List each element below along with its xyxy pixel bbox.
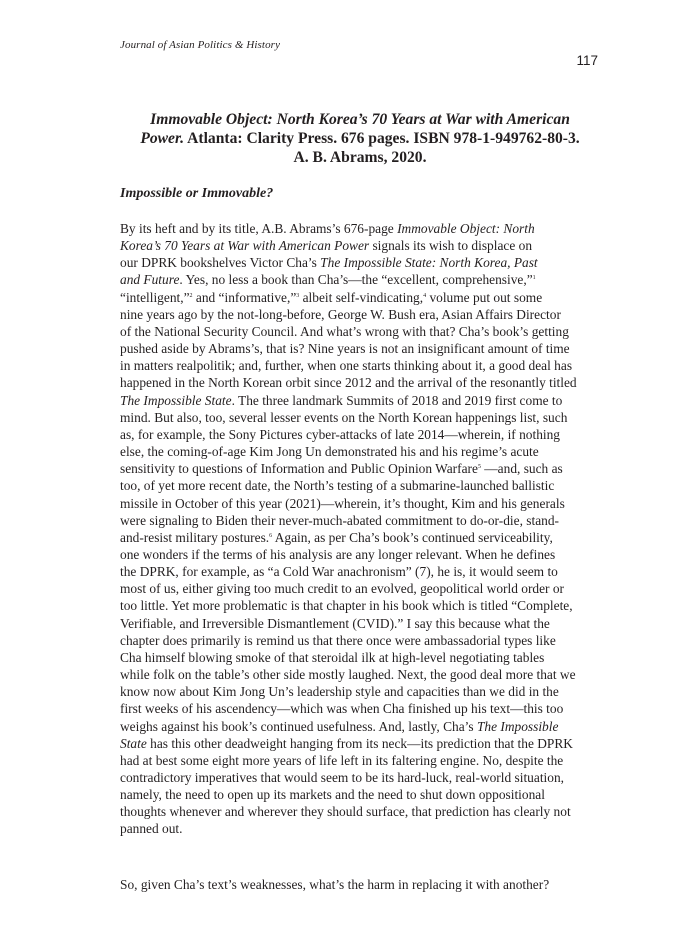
footnote-ref: 5	[477, 464, 481, 471]
journal-name: Journal of Asian Politics & History	[120, 39, 281, 51]
title-line-2: Power. Atlanta: Clarity Press. 676 pages. ISBN 978-1-949762-80-3.	[140, 130, 580, 147]
footnote-ref: 4	[423, 292, 427, 299]
page-number: 117	[576, 53, 598, 68]
body-paragraph-2: So, given Cha’s text’s weaknesses, what’s the harm in replacing it with another?	[120, 877, 550, 892]
footnote-ref: 1	[532, 275, 536, 282]
footnote-ref: 3	[296, 292, 300, 299]
section-heading: Impossible or Immovable?	[120, 186, 274, 201]
footnote-ref: 2	[189, 292, 193, 299]
title-line-1: Immovable Object: North Korea’s 70 Years at War with American	[150, 111, 570, 128]
title-line-3: A. B. Abrams, 2020.	[293, 149, 427, 166]
body-paragraph-1: By its heft and by its title, A.B. Abrams’s 676-page Immovable Object: North Korea’s 70 Years at War with American Power signals its wish to displace on our DPRK bookshelves Victor Cha’s The Impossible State: North Korea, Past and Future. Yes, no less a book than Cha’s—the “excellent, comprehensive,”$^1$ “intelligent,”$^2$ and “informative,”$^3$ albeit self-vindicating,$^4$ volume put out some nine years ago by the not-long-before, George W. Bush era, Asian Affairs Director of the National Security Council. And what’s wrong with that? Cha’s book’s getting pushed aside by Abrams’s, that is? Nine years is not an insignificant amount of time in matters realpolitik; and, further, when one starts thinking about it, a good deal has happened in the North Korean orbit since 2012 and the arrival of the resonantly titled The Impossible State. The three landmark Summits of 2018 and 2019 first come to mind. But also, too, several lesser events on the North Korean happenings list, such as, for example, the Sony Pictures cyber-attacks of late 2014—wherein, if nothing else, the coming-of-age Kim Jong Un demonstrated his and his regime’s acute sensitivity to questions of Information and Public Opinion Warfare$^5$ —and, such as too, of yet more recent date, the North’s testing of a submarine-launched ballistic missile in October of this year (2021)—wherein, it’s thought, Kim and his generals were signaling to Biden their never-much-abated commitment to do-or-die, stand- and-resist military postures.$^6$ Again, as per Cha’s book’s continued serviceability, one wonders if the terms of his analysis are any longer relevant. When he defines the DPRK, for example, as “a Cold War anachronism” (7), he is, it would seem to most of us, either giving too much credit to an evolved, geopolitical world order or too little. Yet more problematic is that chapter in his book which is titled “Complete, Verifiable, and Irreversible Dismantlement (CVID).” I say this because what the chapter does primarily is remind us that there once were ambassadorial types like Cha himself blowing smoke of that steroidal ilk at high-level negotiating tables while folk on the table’s other side mostly laughed. Next, the good deal more that we know now about Kim Jong Un’s leadership style and capacities than we did in the first weeks of his ascendency—which was when Cha finished up his text—this too weighs against his book’s continued usefulness. And, lastly, Cha’s The Impossible State has this other deadweight hanging from its neck—its prediction that the DPRK had at best some eight more years of life left in its faltering engine. No, despite the contradictory imperatives that would seem to be its hard-luck, real-world situation, namely, the need to open up its markets and the need to shut down oppositional thoughts whenever and wherever they should surface, that prediction has clearly not panned out.	[120, 221, 577, 837]
review-title	[120, 110, 600, 167]
footnote-ref: 6	[269, 532, 273, 539]
